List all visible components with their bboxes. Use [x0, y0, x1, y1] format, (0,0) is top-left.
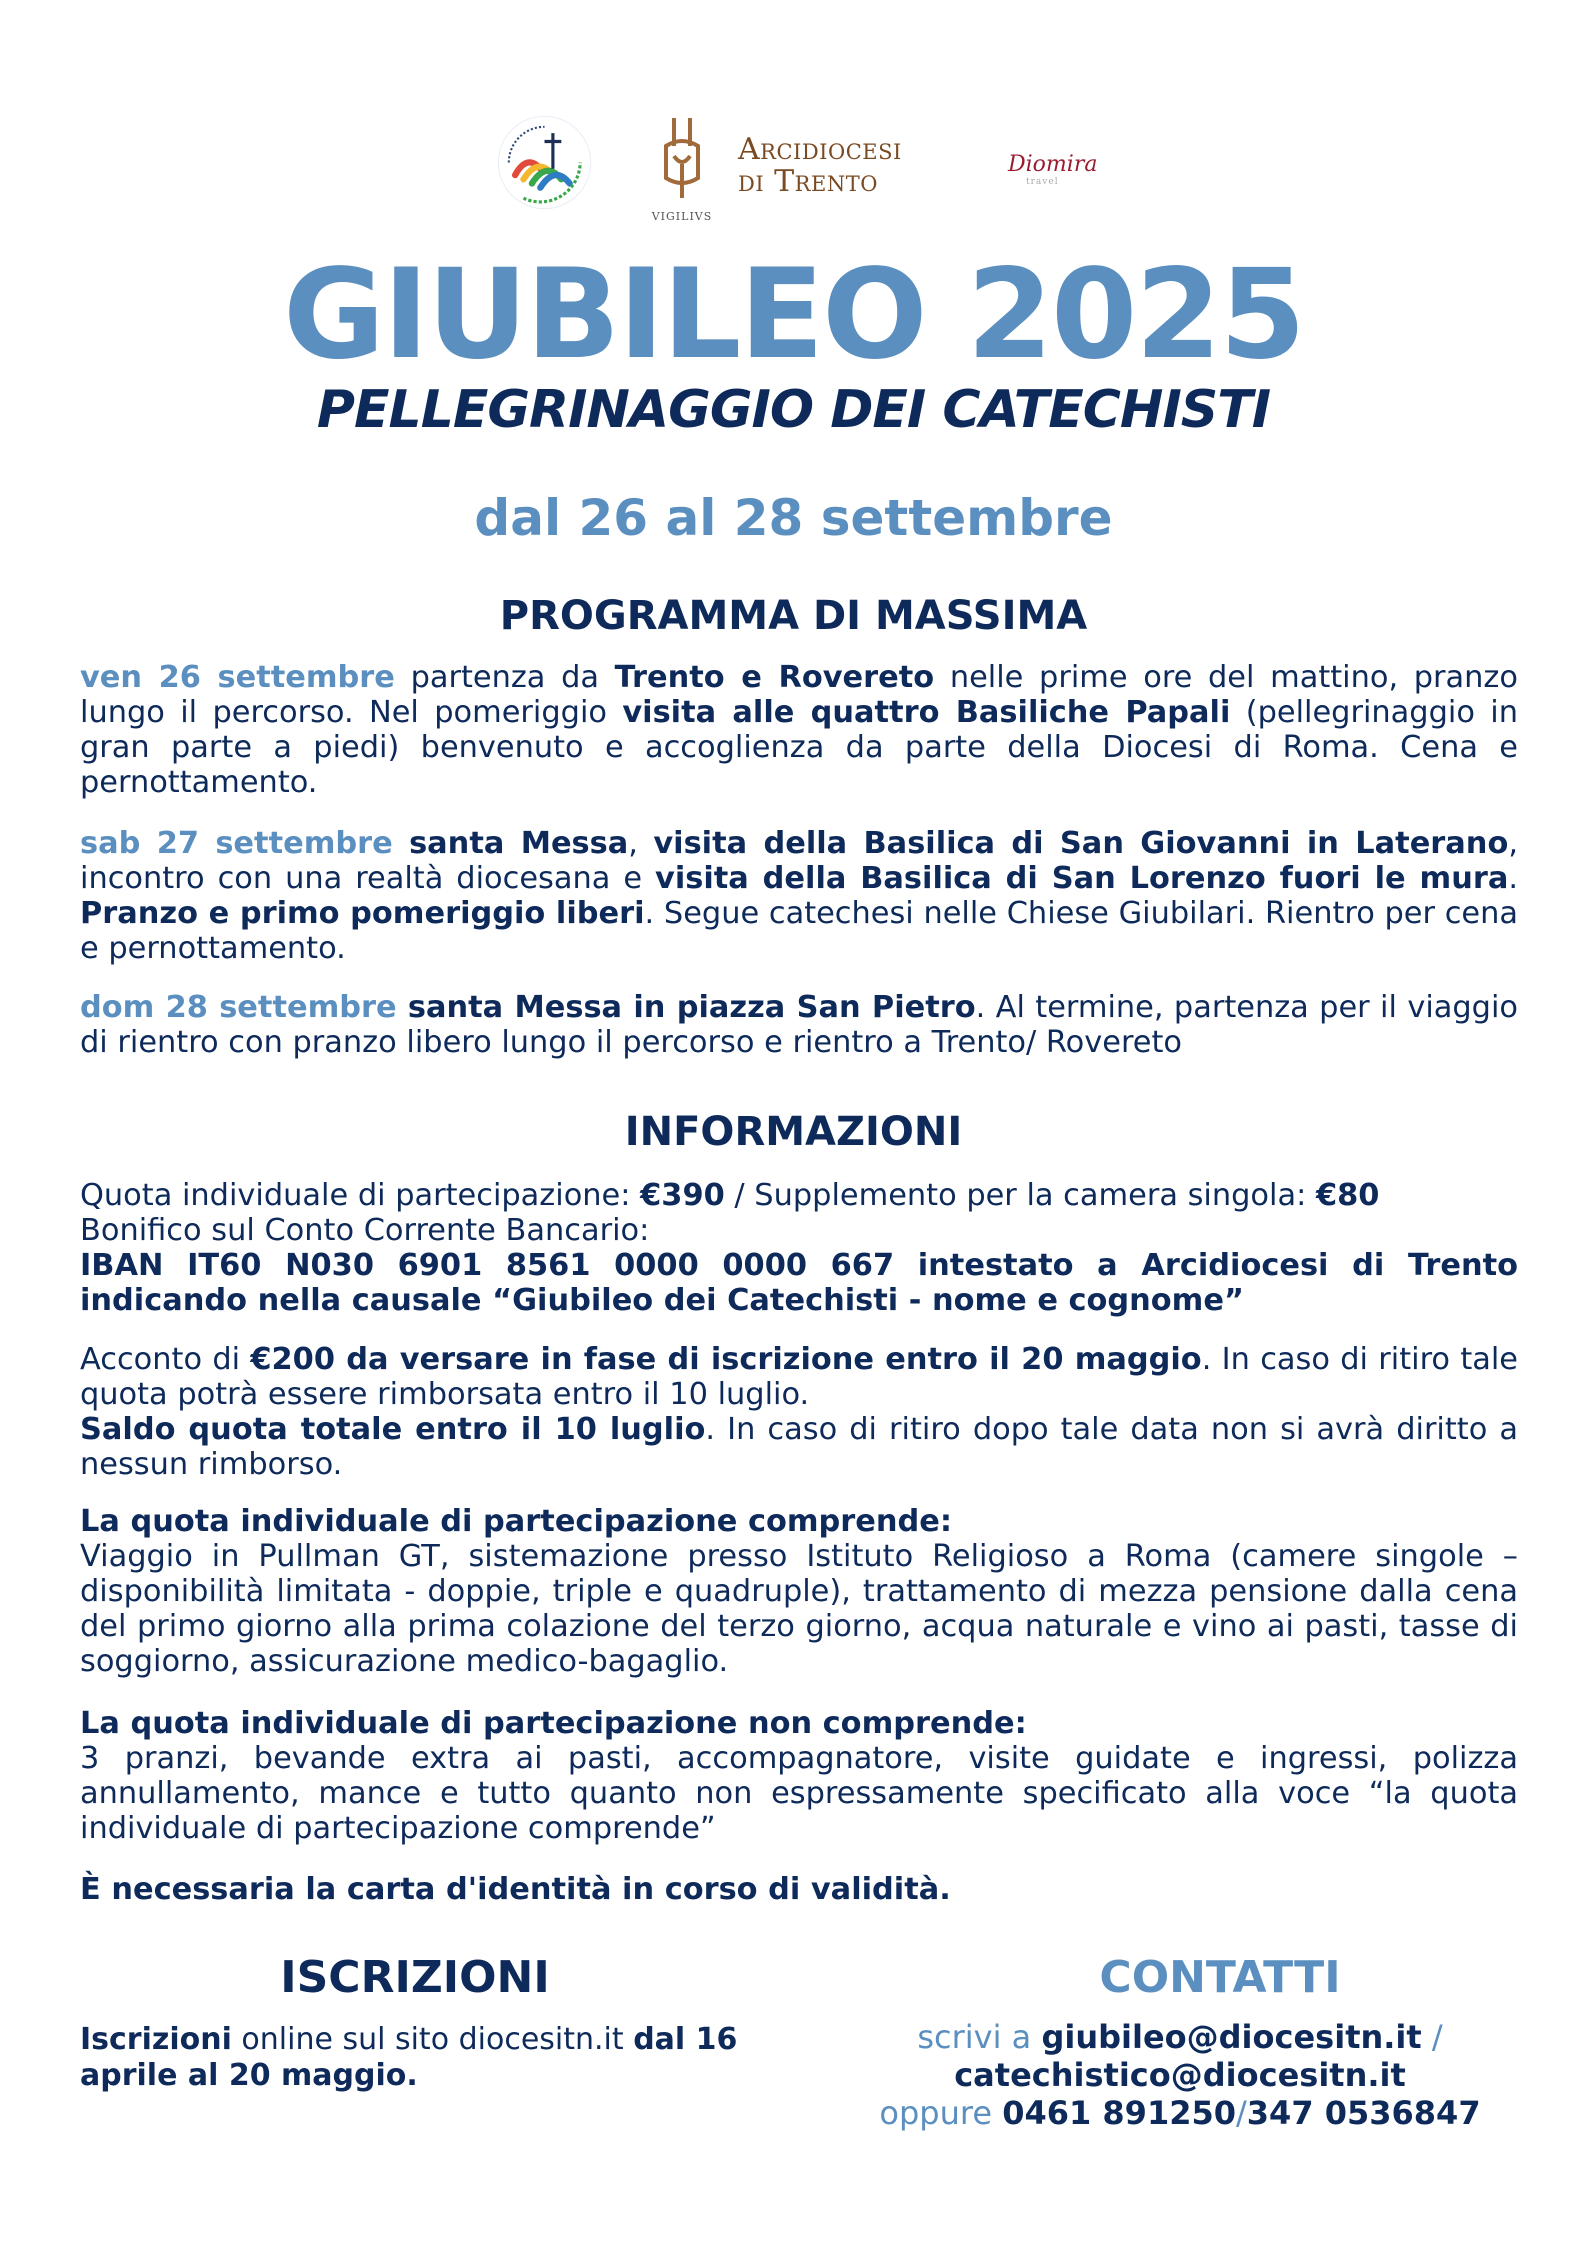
arcidiocesi-logo: [738, 134, 902, 198]
arcidiocesi-line2: di Trento: [738, 164, 878, 199]
email-catechistico-link[interactable]: catechistico@diocesitn.it: [954, 2056, 1406, 2094]
phone1-link[interactable]: 0461 891250: [1002, 2094, 1236, 2132]
iscrizioni-bold2: dal 16 aprile al 20 maggio.: [80, 2022, 738, 2093]
day1-text2: nelle prime ore del mattino, pranzo lungo il percorso. Nel pomeriggio: [80, 660, 1518, 730]
contatti-scrivi: scrivi a: [917, 2018, 1042, 2056]
day1-text3: (pellegrinaggio in gran parte a piedi) benvenuto e accoglienza da parte della Diocesi di Roma. Cena e pernottamento.: [80, 695, 1518, 800]
iscrizioni-bold1: Iscrizioni: [80, 2022, 232, 2057]
vigilius-label: VIGILIVS: [651, 210, 713, 223]
comprende-text: Viaggio in Pullman GT, sistemazione presso Istituto Religioso a Roma (camere singole – disponibilità limitata - doppie, triple e quadruple), trattamento di mezza pensione dalla cena del primo giorno alla prima colazione del terzo giorno, acqua naturale e vino ai pasti, tasse di soggiorno, assicurazione medico-bagaglio.: [80, 1539, 1518, 1679]
contatti-text: [800, 2018, 1560, 2132]
day2-text3: .: [1508, 861, 1518, 896]
day2-bold3: visita della Basilica di San Lorenzo fuori le mura: [655, 861, 1509, 896]
acconto-text1: Acconto di: [80, 1342, 251, 1377]
phone2-link[interactable]: 347 0536847: [1246, 2094, 1481, 2132]
page-subtitle: PELLEGRINAGGIO DEI CATECHISTI: [316, 380, 1271, 440]
day1-label: ven 26 settembre: [80, 660, 395, 695]
event-dates: dal 26 al 28 settembre: [474, 489, 1113, 547]
iban-text: IBAN IT60 N030 6901 8561 0000 0000 667 intestato a Arcidiocesi di Trento indicando nella causale “Giubileo dei Catechisti - nome e cognome”: [80, 1248, 1518, 1318]
quota-block: [80, 1178, 1518, 1318]
diomira-label: Diomira: [1008, 152, 1098, 177]
day2-bold1: santa Messa: [392, 826, 629, 861]
day2-bold4: Pranzo e primo pomeriggio liberi: [80, 896, 645, 931]
contatti-sep: /: [1421, 2018, 1443, 2056]
day1-text1: partenza da: [394, 660, 615, 695]
day2-label: sab 27 settembre: [80, 826, 393, 861]
comprende-heading: La quota individuale di partecipazione comprende:: [80, 1504, 953, 1539]
arcidiocesi-line1: Arcidiocesi: [738, 132, 902, 167]
logo-bar: [0, 110, 1587, 230]
contatti-oppure: oppure: [879, 2094, 1003, 2132]
carta-block: [80, 1872, 1518, 1907]
carta-text: È necessaria la carta d'identità in corso di validità.: [80, 1872, 951, 1907]
jubilee-2025-logo: [492, 110, 597, 215]
email-giubileo-link[interactable]: giubileo@diocesitn.it: [1041, 2018, 1422, 2056]
iscrizioni-text1: online sul sito diocesitn.it: [231, 2022, 634, 2057]
acconto-text2: . In caso di ritiro tale quota potrà essere rimborsata entro il 10 luglio.: [80, 1342, 1519, 1412]
quota-label: Quota individuale di partecipazione:: [80, 1178, 641, 1213]
day3-text1: . Al termine, partenza per il viaggio di rientro con pranzo libero lungo il percorso e rientro a Trento/ Rovereto: [80, 990, 1518, 1060]
contatti-slash: /: [1236, 2094, 1247, 2132]
non-comprende-block: [80, 1706, 1518, 1846]
non-comprende-text: 3 pranzi, bevande extra ai pasti, accompagnatore, visite guidate e ingressi, polizza annullamento, mance e tutto quanto non espressamente specificato alla voce “la quota individuale di partecipazione comprende”: [80, 1741, 1518, 1846]
non-comprende-heading: La quota individuale di partecipazione non comprende:: [80, 1706, 1027, 1741]
informazioni-heading: INFORMAZIONI: [624, 1109, 963, 1155]
day1-bold2: visita alle quattro Basiliche Papali: [622, 695, 1231, 730]
programma-heading: PROGRAMMA DI MASSIMA: [499, 593, 1088, 639]
saldo-bold: Saldo quota totale entro il 10 luglio: [80, 1412, 706, 1447]
day2-text2: , incontro con una realtà diocesana e: [80, 826, 1518, 896]
acconto-bold: €200 da versare in fase di iscrizione entro il 20 maggio: [250, 1342, 1202, 1377]
diomira-sub: travel: [1026, 177, 1059, 187]
supplemento-value: €80: [1316, 1178, 1380, 1213]
acconto-block: [80, 1342, 1518, 1482]
comprende-block: [80, 1504, 1518, 1679]
saldo-text: . In caso di ritiro dopo tale data non si avrà diritto a nessun rimborso.: [80, 1412, 1518, 1482]
day3-bold1: santa Messa in piazza San Pietro: [396, 990, 976, 1025]
programma-day1: [80, 660, 1518, 800]
day3-label: dom 28 settembre: [80, 990, 397, 1025]
vigilius-logo: [652, 116, 712, 228]
contatti-heading: CONTATTI: [1099, 1952, 1341, 2003]
programma-day3: [80, 990, 1518, 1060]
vigilius-emblem-icon: [652, 116, 712, 206]
day2-text1: ,: [628, 826, 654, 861]
supplemento-label: / Supplemento per la camera singola:: [724, 1178, 1316, 1213]
quota-value: €390: [640, 1178, 725, 1213]
iscrizioni-text: [80, 2022, 780, 2094]
day2-bold2: visita della Basilica di San Giovanni in Laterano: [653, 826, 1509, 861]
diomira-logo: [1008, 152, 1097, 187]
page-title: GIUBILEO 2025: [283, 243, 1304, 387]
bonifico-text: Bonifico sul Conto Corrente Bancario:: [80, 1213, 650, 1248]
iscrizioni-heading: ISCRIZIONI: [280, 1952, 550, 2003]
day2-text4: . Segue catechesi nelle Chiese Giubilari. Rientro per cena e pernottamento.: [80, 896, 1518, 966]
day1-bold1: Trento e Rovereto: [614, 660, 935, 695]
programma-day2: [80, 826, 1518, 966]
